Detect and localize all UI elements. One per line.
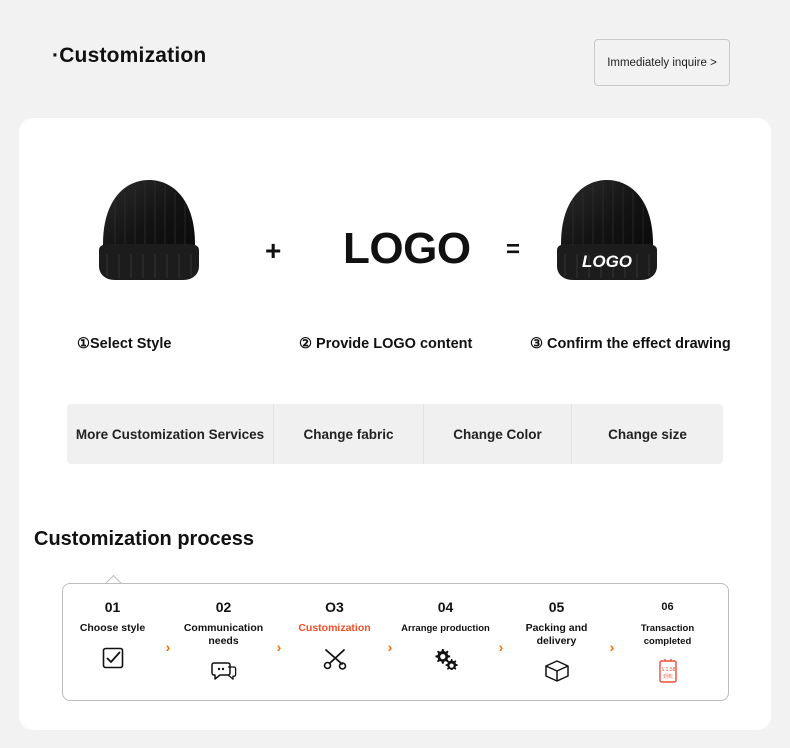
caption-provide-logo: ② Provide LOGO content (299, 336, 473, 352)
process-step-5 (506, 583, 607, 701)
process-step-6 (617, 583, 718, 701)
svg-text:￥1.58: ￥1.58 (660, 667, 675, 673)
caption-select-style: ①Select Style (77, 336, 172, 352)
process-step-2 (173, 583, 274, 701)
receipt-icon (617, 656, 718, 686)
step-separator-icon: › (165, 639, 171, 655)
equals-icon: = (506, 236, 521, 263)
gears-icon (395, 643, 496, 673)
box-icon (506, 656, 607, 686)
plus-icon: + (265, 235, 282, 266)
chat-bubble-icon (173, 656, 274, 686)
process-steps (62, 583, 729, 701)
tab-change-color[interactable] (424, 404, 572, 464)
immediately-inquire-button[interactable] (594, 39, 730, 86)
step-number: 06 (661, 601, 674, 613)
step-separator-icon: › (276, 639, 282, 655)
process-section-title: Customization process (34, 528, 255, 550)
step-label: Packing and delivery (525, 622, 588, 647)
step-number: 05 (548, 599, 565, 615)
tab-label: Change Color (453, 426, 542, 442)
page-header (0, 0, 790, 118)
inquire-button-label: Immediately inquire > (607, 56, 717, 69)
step-number: O3 (325, 599, 344, 615)
step-separator-icon: › (498, 639, 504, 655)
tab-label: Change size (608, 426, 687, 442)
logo-beanie-image (543, 170, 671, 298)
process-step-4 (395, 583, 496, 701)
step-label: Arrange production (401, 623, 490, 634)
page-title: ·Customization (52, 44, 207, 67)
step-label: Choose style (79, 622, 146, 634)
tab-label: Change fabric (303, 426, 394, 442)
checkbox-icon (62, 643, 163, 673)
customization-services-tabs (67, 404, 723, 464)
tab-more-customization-services[interactable] (67, 404, 274, 464)
caption-confirm-effect: ③ Confirm the effect drawing (530, 336, 731, 352)
step-label: Transaction completed (640, 623, 695, 647)
plain-beanie-image (85, 170, 213, 298)
step-separator-icon: › (387, 639, 393, 655)
process-step-1 (62, 583, 163, 701)
logo-equation-row (19, 140, 771, 340)
tab-label: More Customization Services (75, 426, 265, 442)
step-label: Communication needs (183, 622, 264, 647)
scissors-icon (284, 643, 385, 673)
logo-text: LOGO (343, 224, 471, 273)
step-number: 04 (437, 599, 454, 615)
step-label: Customization (298, 622, 371, 634)
tab-change-size[interactable] (572, 404, 723, 464)
customization-card (19, 118, 771, 730)
tab-change-fabric[interactable] (274, 404, 424, 464)
step-number: 02 (215, 599, 232, 615)
svg-text:LOGO: LOGO (581, 252, 633, 271)
step-number: 01 (104, 599, 121, 615)
svg-text:到账: 到账 (662, 674, 673, 680)
process-step-3 (284, 583, 385, 701)
step-separator-icon: › (609, 639, 615, 655)
